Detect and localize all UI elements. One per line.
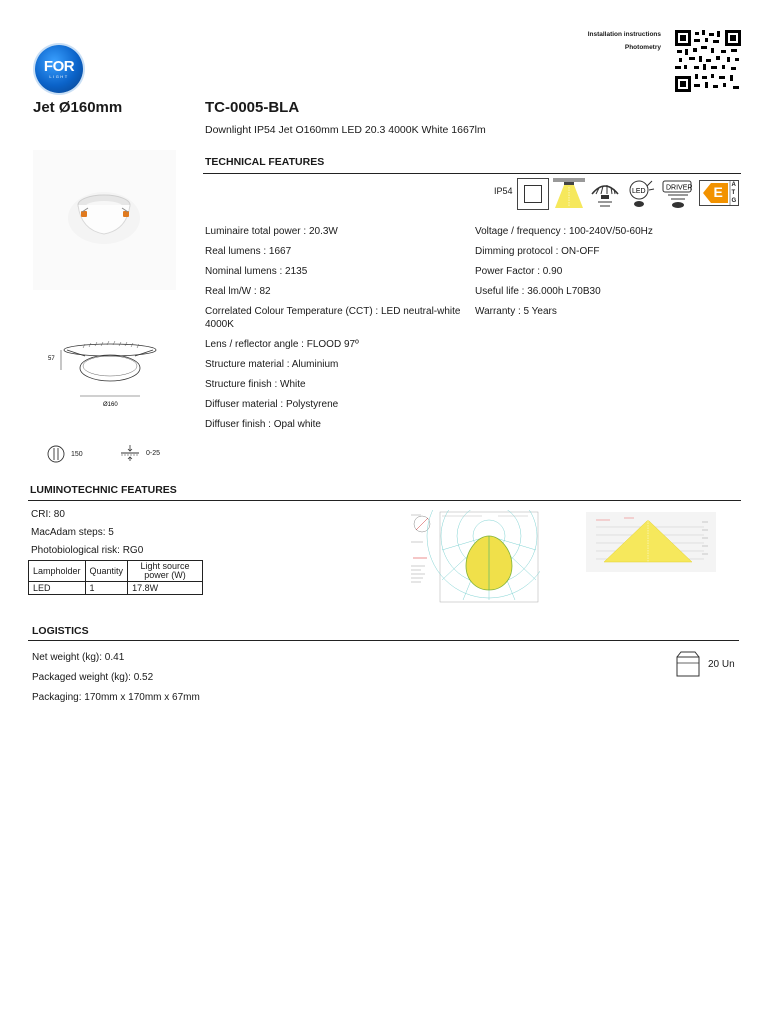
photometry-link[interactable]: Photometry	[624, 44, 661, 51]
technical-features-title: TECHNICAL FEATURES	[205, 156, 325, 168]
document-links	[588, 28, 661, 54]
energy-scale-top: A	[731, 182, 736, 188]
luminotechnic-divider	[28, 500, 741, 501]
logistics-list	[32, 651, 200, 711]
feature-cct: Correlated Colour Temperature (CCT) : LED neutral-white 4000K	[205, 306, 461, 330]
macadam-value: MacAdam steps: 5	[31, 527, 114, 538]
units-label: 20 Un	[708, 658, 735, 670]
feature-real-lumens: Real lumens : 1667	[205, 246, 292, 257]
technical-features-left	[205, 225, 463, 438]
product-description: Downlight IP54 Jet O160mm LED 20.3 4000K White 1667lm	[205, 124, 486, 136]
logistics-title: LOGISTICS	[32, 625, 89, 637]
feature-diffuser-material: Diffuser material : Polystyrene	[205, 399, 339, 410]
table-cell-quantity: 1	[85, 582, 128, 595]
luminotechnic-title: LUMINOTECHNIC FEATURES	[30, 484, 177, 496]
light-source-table	[28, 560, 203, 595]
cutout-spec	[47, 445, 83, 463]
feature-voltage: Voltage / frequency : 100-240V/50-60Hz	[475, 226, 653, 237]
cri-value: CRI: 80	[31, 509, 65, 520]
feature-dimming: Dimming protocol : ON-OFF	[475, 246, 600, 257]
feature-total-power: Luminaire total power : 20.3W	[205, 226, 338, 237]
technical-drawing	[45, 338, 175, 413]
light-beam-icon	[553, 178, 585, 210]
insulation-cover-icon	[589, 178, 621, 210]
logistics-divider	[28, 640, 739, 641]
square-shape-icon	[517, 178, 549, 210]
luminotechnic-list	[31, 508, 143, 562]
ceiling-label: 0-25	[146, 449, 161, 457]
diameter-dimension-label: Ø160	[103, 402, 118, 408]
feature-power-factor: Power Factor : 0.90	[475, 266, 563, 277]
box-icon	[676, 651, 700, 677]
polar-diagram-thumbnail[interactable]	[408, 510, 540, 604]
packaged-weight: Packaged weight (kg): 0.52	[32, 672, 154, 683]
height-dimension-label: 57	[48, 356, 55, 362]
technical-divider	[203, 173, 741, 174]
energy-scale-mid: T	[731, 190, 736, 196]
led-module-icon	[625, 178, 657, 210]
product-photo	[33, 150, 176, 290]
qr-code[interactable]	[675, 30, 741, 92]
table-cell-power: 17.8W	[128, 582, 203, 595]
table-header-quantity: Quantity	[85, 561, 128, 582]
logo-text: FOR	[43, 58, 75, 75]
driver-icon-text: DRIVER	[665, 184, 692, 192]
photobiological-value: Photobiological risk: RG0	[31, 545, 144, 556]
ceiling-spec	[120, 444, 160, 462]
product-name: Jet Ø160mm	[33, 99, 123, 116]
feature-efficacy: Real lm/W : 82	[205, 286, 271, 297]
led-icon-text: LED	[631, 188, 646, 195]
feature-warranty: Warranty : 5 Years	[475, 306, 557, 317]
packaging-size: Packaging: 170mm x 170mm x 67mm	[32, 692, 200, 703]
driver-included-icon	[661, 178, 695, 210]
cutout-icon	[47, 445, 65, 463]
cutout-label: 150	[71, 450, 83, 458]
table-header-lampholder: Lampholder	[29, 561, 86, 582]
cone-diagram-thumbnail[interactable]	[586, 512, 716, 572]
technical-features-right	[475, 225, 740, 325]
table-row	[29, 582, 203, 595]
brand-logo	[35, 45, 83, 93]
net-weight: Net weight (kg): 0.41	[32, 652, 125, 663]
feature-useful-life: Useful life : 36.000h L70B30	[475, 286, 601, 297]
feature-structure-material: Structure material : Aluminium	[205, 359, 339, 370]
feature-beam-angle: Lens / reflector angle : FLOOD 97º	[205, 339, 359, 350]
energy-class: E	[713, 184, 723, 200]
feature-icons-row	[494, 178, 739, 210]
table-header-power: Light source power (W)	[128, 561, 203, 582]
table-header-row	[29, 561, 203, 582]
logo-subtext: LIGHT	[49, 74, 69, 79]
feature-nominal-lumens: Nominal lumens : 2135	[205, 266, 308, 277]
feature-diffuser-finish: Diffuser finish : Opal white	[205, 419, 321, 430]
ip-rating-label: IP54	[494, 186, 513, 196]
energy-scale-bottom: G	[731, 198, 737, 204]
product-reference: TC-0005-BLA	[205, 99, 300, 116]
ceiling-thickness-icon	[120, 444, 140, 462]
installation-instructions-link[interactable]: Installation instructions	[587, 31, 661, 38]
feature-structure-finish: Structure finish : White	[205, 379, 306, 390]
units-per-box	[676, 651, 735, 677]
energy-label-icon	[699, 180, 739, 206]
table-cell-lampholder: LED	[29, 582, 86, 595]
